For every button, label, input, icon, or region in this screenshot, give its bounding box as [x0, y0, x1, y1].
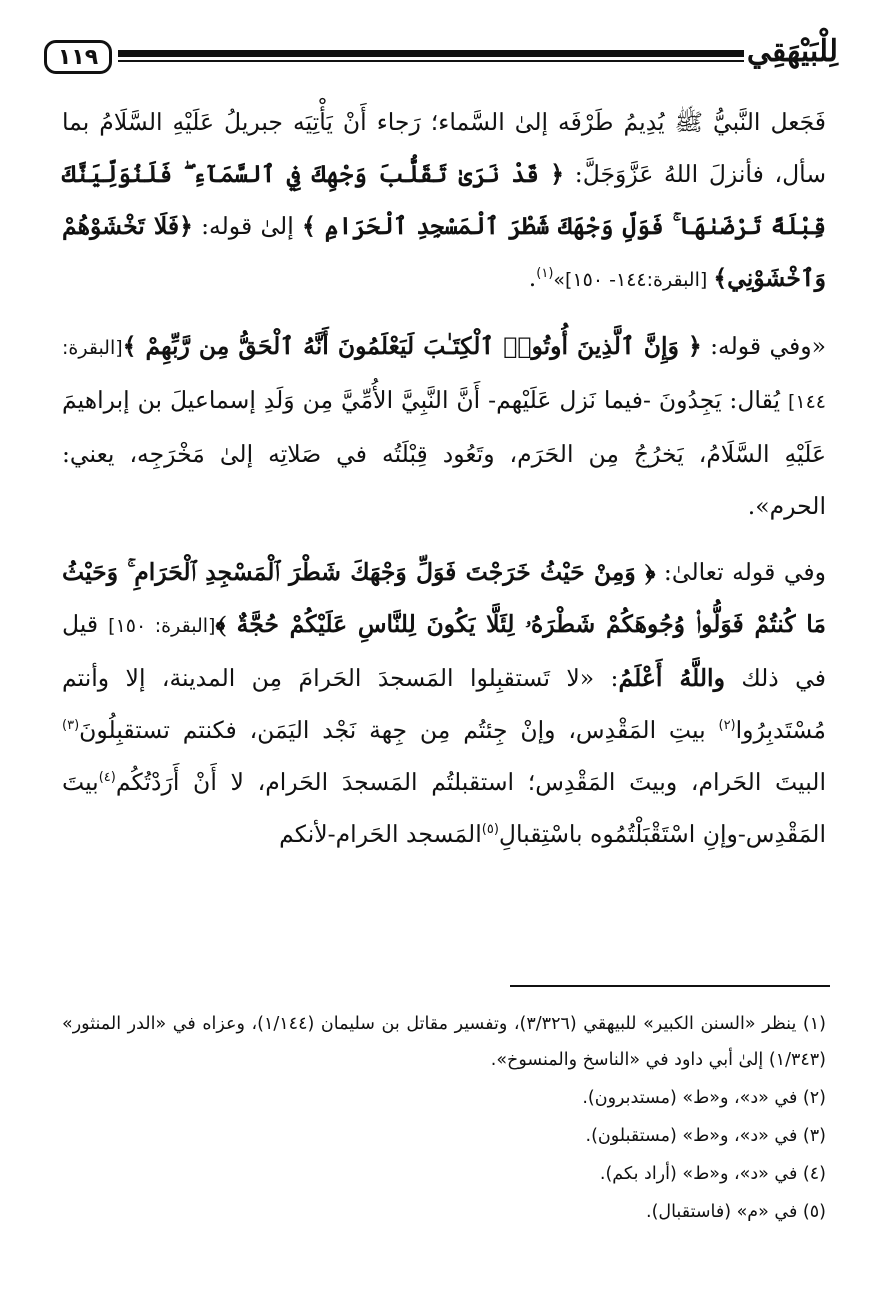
paragraph-text: فَجَعل النَّبيُّ ﷺ يُدِيمُ طَرْفَه إلىٰ السَّماء؛ رَجاء أَنْ يَأْتِيَه جبريلُ عَلَيْهِ السَّلَامُ بما سأل، فأنزلَ اللهُ عَزَّوَجَلَّ: [62, 108, 827, 188]
paragraph-text: «وفي قوله: [701, 332, 826, 360]
paragraph-text: وفي قوله تعالىٰ: [655, 558, 826, 586]
footnote-marker[interactable]: (١) [536, 266, 554, 282]
footnote-3: (٣) في «د»، و«ط» (مستقبلون). [585, 1126, 826, 1146]
main-text [62, 96, 826, 860]
paragraph-text: . [528, 264, 537, 292]
footnote-4: (٤) في «د»، و«ط» (أراد بكم). [599, 1164, 826, 1184]
quran-verse: ﴿فَلَا تَخْشَوْهُمْ وَٱخْشَوْنِي﴾ [62, 212, 826, 292]
paragraph-1 [62, 96, 826, 306]
footnote-marker[interactable]: (٥) [481, 822, 499, 838]
quran-verse: ﴿ وَإِنَّ ٱلَّذِينَ أُوتُوا۟ ٱلْكِتَـٰبَ لَيَعْلَمُونَ أَنَّهُ ٱلْحَقُّ مِن رَّبِّهِمْ ﴾ [122, 332, 702, 360]
footnotes [62, 1006, 826, 1232]
surah-reference: [البقرة:١٤٤- ١٥٠]» [553, 269, 714, 291]
footnote-marker[interactable]: (٣) [62, 718, 80, 734]
paragraph-text: بيتِ المَقْدِس، وإنْ جِئتُم مِن جِهة نَجْد اليَمَن، فكنتم تستقبِلُونَ [79, 716, 719, 744]
quran-verse: ﴿ قَدْ نَرَىٰ تَقَلُّبَ وَجْهِكَ فِي ٱلسَّمَآءِ ۖ فَلَنُوَلِّيَنَّكَ قِبْلَةً تَرْضَىٰهَا ۚ فَوَلِّ وَجْهَكَ شَطْرَ ٱلْمَسْجِدِ ٱلْحَرَامِ ﴾ [62, 160, 826, 240]
footnote-separator [510, 985, 830, 987]
paragraph-3 [62, 546, 826, 860]
paragraph-text: البيتَ الحَرام، وبيتَ المَقْدِس؛ استقبلتُم المَسجدَ الحَرام، لا أَنْ أَرَدْتُكُم [115, 768, 826, 796]
bold-phrase: واللَّهُ أَعْلَمُ [618, 664, 725, 692]
surah-reference: [البقرة: ١٤٤] [62, 337, 826, 413]
paragraph-text: المَسجد الحَرام-لأنكم [279, 820, 482, 848]
header-rule [118, 50, 744, 62]
footnote-5: (٥) في «م» (فاستقبال). [646, 1202, 826, 1222]
surah-reference: [البقرة: ١٥٠] [108, 615, 216, 637]
paragraph-text: بيتَ المَقْدِس-وإنِ اسْتَقْبَلْتُمُوه باسْتِقبالِ [62, 768, 826, 848]
running-title: لِلْبَيْهَقِي [746, 34, 838, 69]
page-header [44, 32, 838, 84]
paragraph-text: : «لا تَستقبِلوا المَسجدَ الحَرامَ مِن المدينة، إلا وأنتم مُسْتَدبِرُوا [62, 664, 826, 744]
footnote-2: (٢) في «د»، و«ط» (مستدبرون). [582, 1088, 826, 1108]
paragraph-text: قيل في ذلك [62, 610, 826, 692]
paragraph-2 [62, 320, 826, 532]
footnote-marker[interactable]: (٢) [718, 718, 736, 734]
paragraph-text: إلىٰ قوله: [192, 212, 303, 240]
quran-verse: ﴿ وَمِنْ حَيْثُ خَرَجْتَ فَوَلِّ وَجْهَكَ شَطْرَ ٱلْمَسْجِدِ ٱلْحَرَامِ ۚ وَحَيْثُ مَا كُنتُمْ فَوَلُّوا۟ وُجُوهَكُمْ شَطْرَهُۥ لِئَلَّا يَكُونَ لِلنَّاسِ عَلَيْكُمْ حُجَّةٌ ﴾ [62, 558, 826, 638]
footnote-marker[interactable]: (٤) [98, 770, 116, 786]
header-rule-thin [118, 60, 744, 62]
page-number: ١١٩ [44, 40, 112, 74]
footnote-1: (١) ينظر «السنن الكبير» للبيهقي (٣/٣٢٦)، وتفسير مقاتل بن سليمان (١/١٤٤)، وعزاه في «الدر المنثور» (١/٣٤٣) إلىٰ أبي داود في «الناسخ والمنسوخ». [62, 1014, 826, 1070]
header-rule-thick [118, 50, 744, 57]
paragraph-text: يُقال: يَجِدُونَ -فيما نَزل عَلَيْهم- أَنَّ النَّبِيَّ الأُمِّيَّ مِن وَلَدِ إسماعيلَ بن إبراهيمَ عَلَيْهِ السَّلَامُ، يَخرُجُ مِن الحَرَم، وتَعُود قِبْلَتُه في صَلاتِه إلىٰ مَخْرَجِه، يعني: الحرم». [62, 386, 826, 520]
